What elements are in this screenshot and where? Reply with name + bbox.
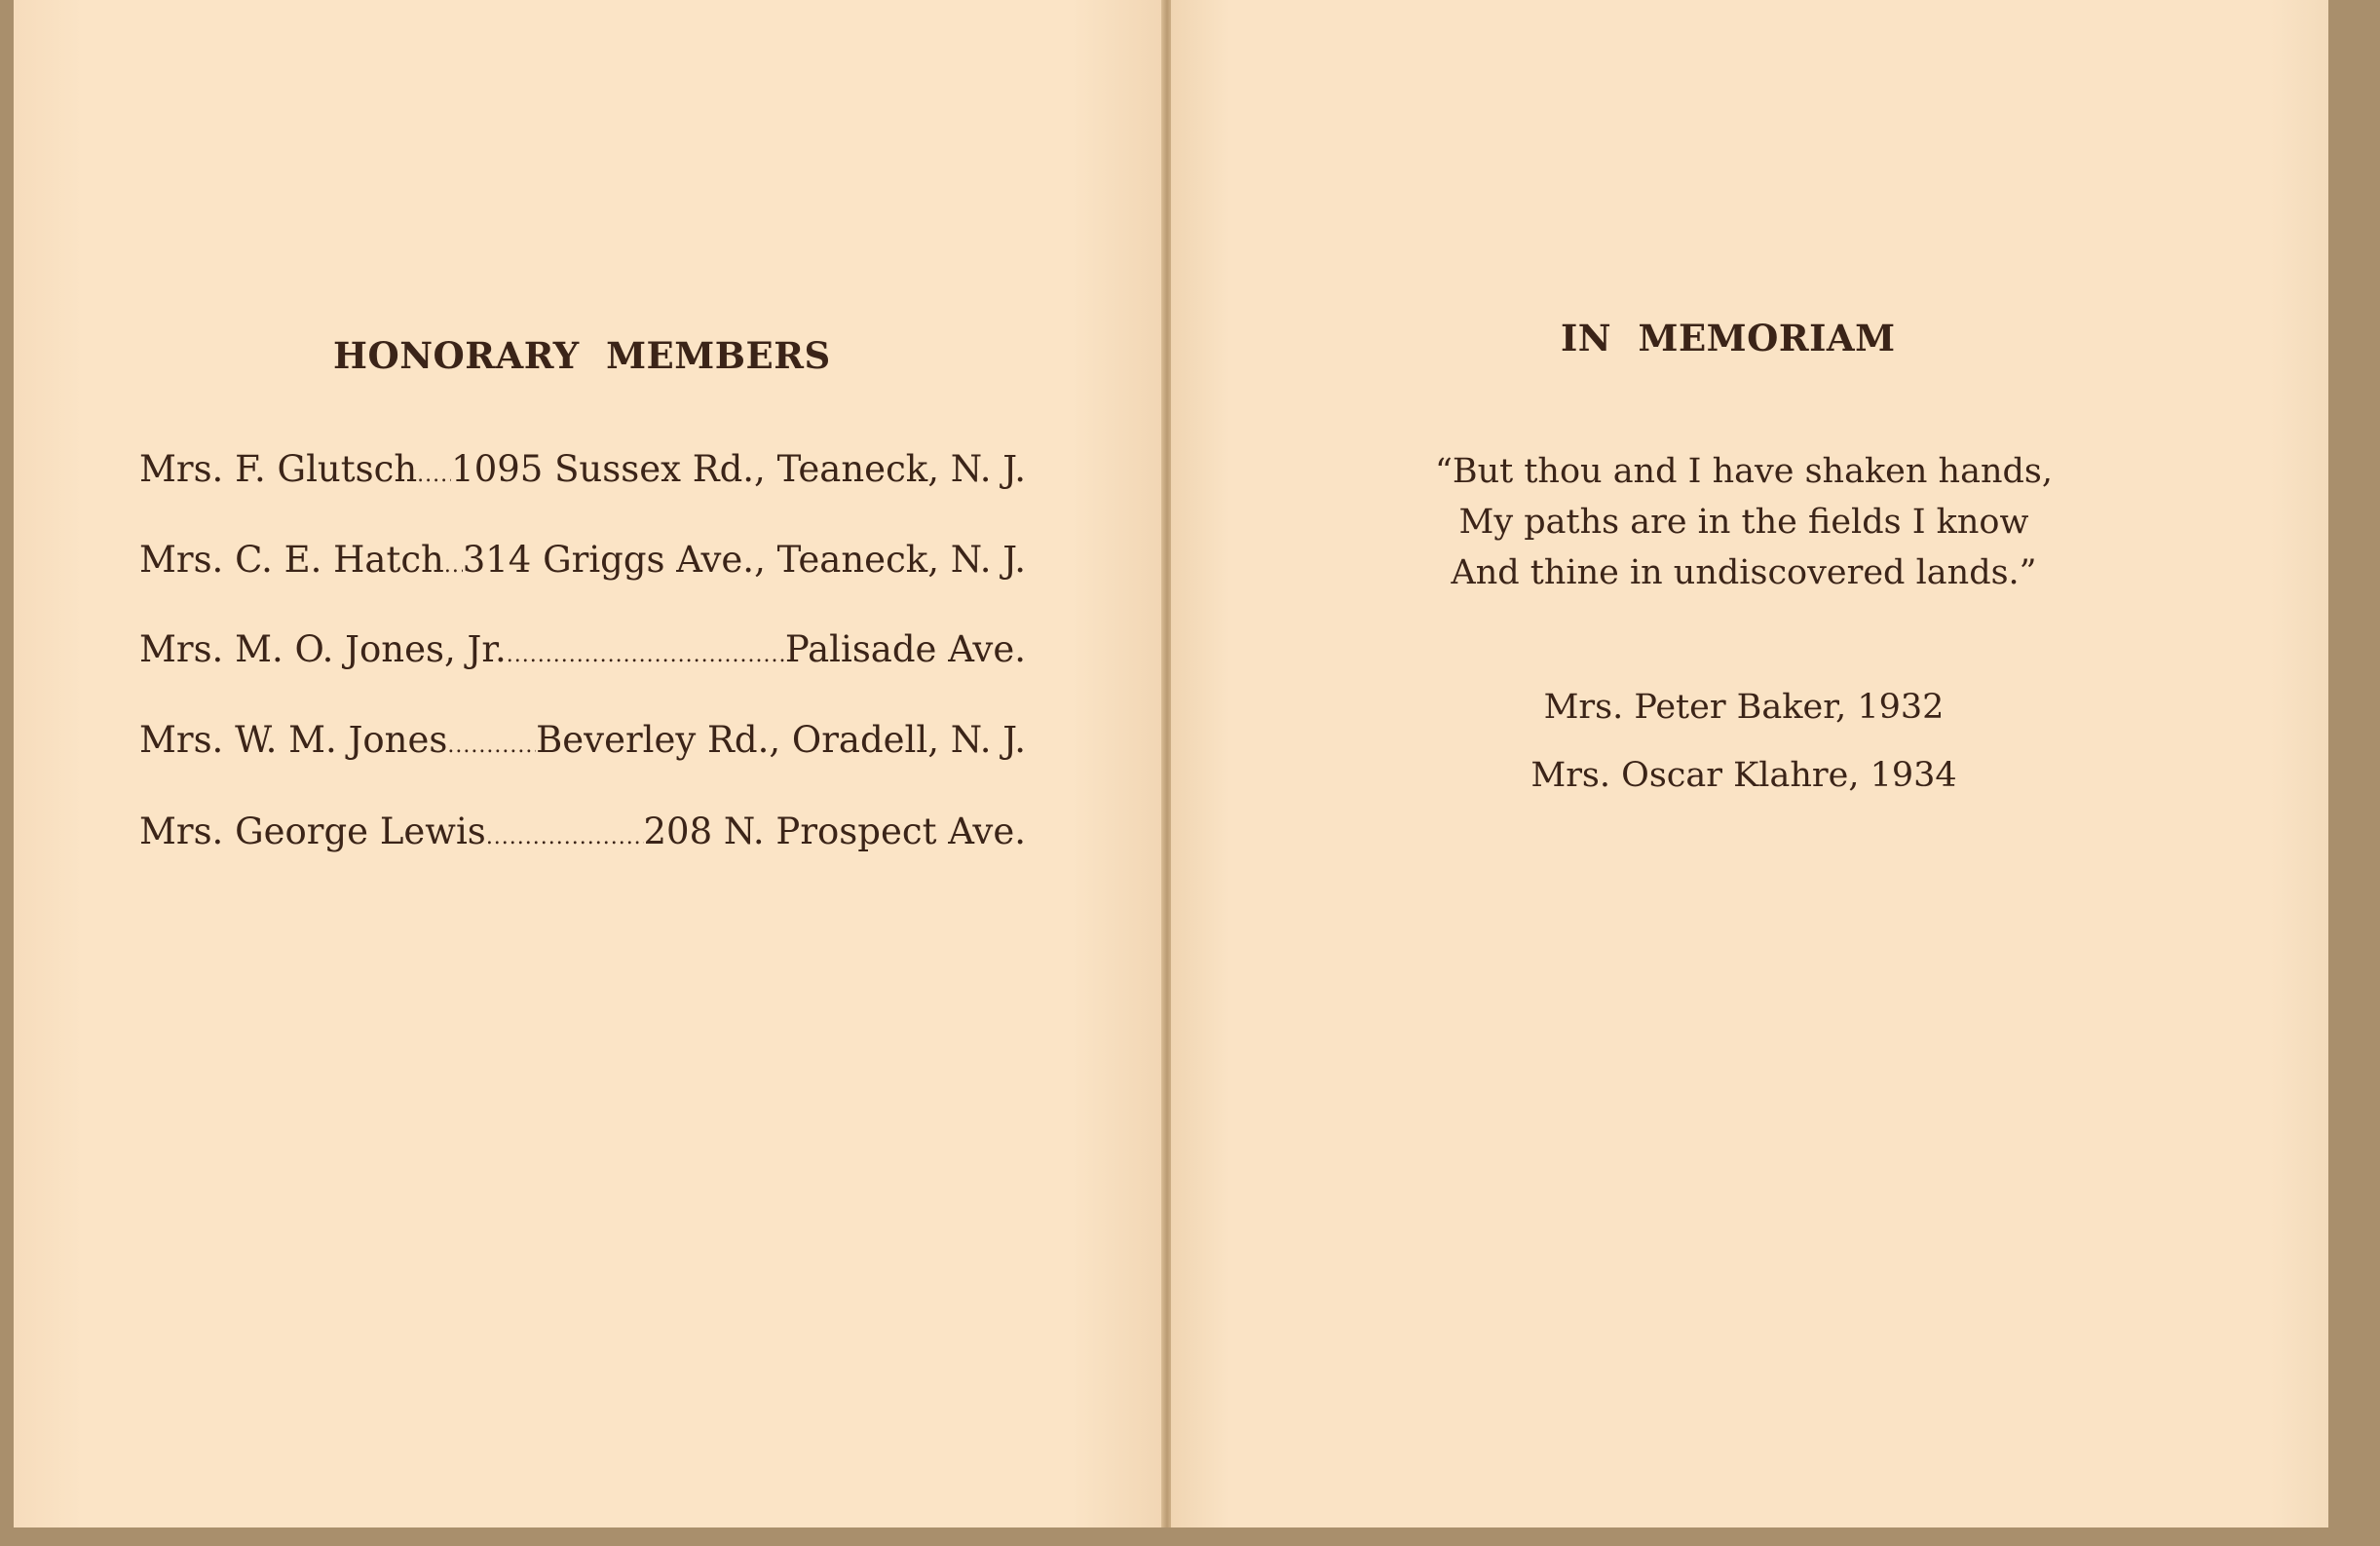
member-address: Palisade Ave. [784, 628, 1026, 670]
dot-leader [447, 734, 536, 758]
honorary-members-heading: HONORARY MEMBERS [333, 334, 831, 377]
member-address: 208 N. Prospect Ave. [643, 811, 1026, 852]
member-name: Mrs. M. O. Jones, Jr. [139, 628, 507, 670]
memorial-poem [1364, 446, 2124, 598]
member-address: Beverley Rd., Oradell, N. J. [536, 719, 1026, 761]
memorial-entry: Mrs. Oscar Klahre, 1934 [1530, 756, 1957, 795]
member-name: Mrs. C. E. Hatch [139, 539, 444, 581]
poem-line: “But thou and I have shaken hands, [1435, 452, 2053, 491]
dot-leader [417, 463, 451, 487]
member-name: Mrs. George Lewis [139, 811, 486, 852]
memorial-entry: Mrs. Peter Baker, 1932 [1543, 688, 1945, 727]
member-row [139, 448, 1026, 490]
member-row [139, 719, 1026, 761]
member-address: 314 Griggs Ave., Teaneck, N. J. [462, 539, 1026, 581]
left-page [14, 0, 1163, 1527]
member-name: Mrs. F. Glutsch [139, 448, 418, 490]
member-row [139, 628, 1026, 670]
member-row [139, 539, 1026, 581]
poem-line: My paths are in the fields I know [1458, 503, 2029, 542]
member-name: Mrs. W. M. Jones [139, 719, 448, 761]
dot-leader [486, 825, 644, 849]
member-address: 1095 Sussex Rd., Teaneck, N. J. [451, 448, 1026, 490]
in-memoriam-heading: IN MEMORIAM [1561, 317, 1896, 359]
dot-leader [507, 643, 785, 667]
dot-leader [444, 553, 463, 578]
poem-line: And thine in undiscovered lands.” [1451, 553, 2037, 592]
member-row [139, 811, 1026, 852]
